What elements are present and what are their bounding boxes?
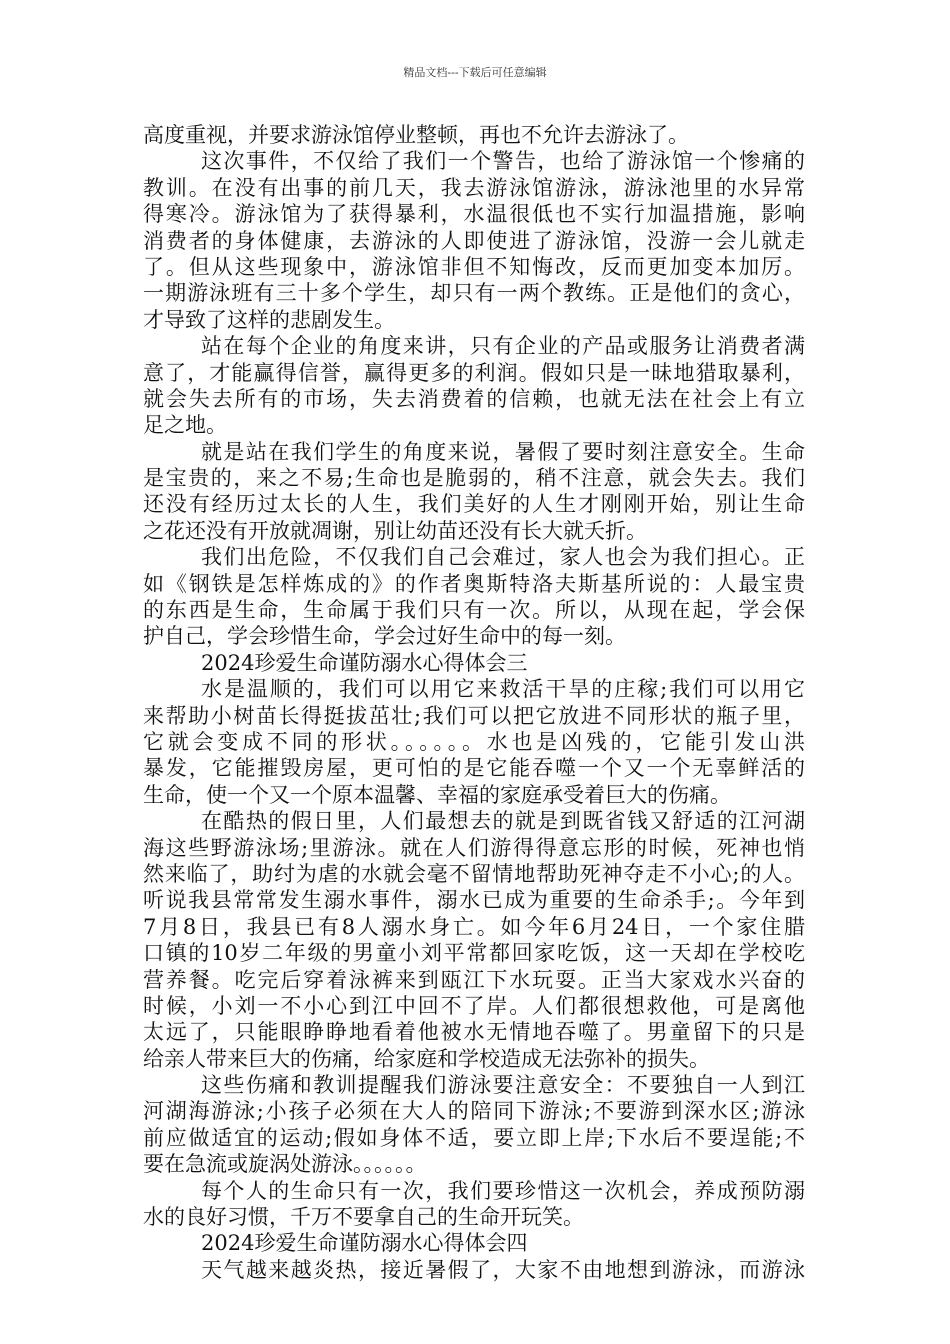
text-line: 它就会变成不同的形状。。。。。。水也是凶残的，它能引发山洪 — [143, 729, 805, 754]
text-line: 每个人的生命只有一次，我们要珍惜这一次机会，养成预防溺 — [201, 1178, 805, 1203]
text-line: 来帮助小树苗长得挺拔茁壮;我们可以把它放进不同形状的瓶子里， — [143, 703, 805, 728]
text-line: 要在急流或旋涡处游泳。。。。。。 — [143, 1152, 427, 1177]
text-line: 给亲人带来巨大的伤痛，给家庭和学校造成无法弥补的损失。 — [143, 1046, 710, 1071]
text-line: 消费者的身体健康，去游泳的人即使进了游泳馆，没游一会儿就走 — [143, 228, 805, 253]
text-line: 口镇的10岁二年级的男童小刘平常都回家吃饭，这一天却在学校吃 — [143, 941, 805, 966]
text-line: 足之地。 — [143, 413, 227, 438]
text-line: 听说我县常常发生溺水事件，溺水已成为重要的生命杀手;。今年到 — [143, 888, 805, 913]
text-line: 站在每个企业的角度来讲，只有企业的产品或服务让消费者满 — [201, 334, 805, 359]
text-line: 是宝贵的，来之不易;生命也是脆弱的，稍不注意，就会失去。我们 — [143, 466, 805, 491]
text-line: 时候，小刘一不小心到江中回不了岸。人们都很想救他，可是离他 — [143, 993, 805, 1018]
text-line: 在酷热的假日里，人们最想去的就是到既省钱又舒适的江河湖 — [201, 809, 805, 834]
text-line: 暴发，它能摧毁房屋，更可怕的是它能吞噬一个又一个无辜鲜活的 — [143, 756, 805, 781]
document-body — [143, 122, 805, 1283]
text-line: 得寒冷。游泳馆为了获得暴利，水温很低也不实行加温措施，影响 — [143, 202, 805, 227]
text-line: 的东西是生命，生命属于我们只有一次。所以，从现在起，学会保 — [143, 598, 805, 623]
text-line: 就会失去所有的市场，失去消费着的信赖，也就无法在社会上有立 — [143, 386, 805, 411]
text-line: 生命，使一个又一个原本温馨、幸福的家庭承受着巨大的伤痛。 — [143, 782, 731, 807]
text-line: 如《钢铁是怎样炼成的》的作者奥斯特洛夫斯基所说的：人最宝贵 — [143, 571, 805, 596]
section-heading: 2024珍爱生命谨防溺水心得体会三 — [201, 650, 528, 675]
text-line: 天气越来越炎热，接近暑假了，大家不由地想到游泳，而游泳 — [201, 1257, 805, 1282]
text-line: 护自己，学会珍惜生命，学会过好生命中的每一刻。 — [143, 624, 626, 649]
text-line: 前应做适宜的运动;假如身体不适，要立即上岸;下水后不要逞能;不 — [143, 1125, 805, 1150]
text-line: 水的良好习惯，千万不要拿自己的生命开玩笑。 — [143, 1205, 584, 1230]
text-line: 水是温顺的，我们可以用它来救活干旱的庄稼;我们可以用它 — [201, 677, 805, 702]
text-line: 才导致了这样的悲剧发生。 — [143, 307, 395, 332]
text-line: 就是站在我们学生的角度来说，暑假了要时刻注意安全。生命 — [201, 439, 805, 464]
text-line: 之花还没有开放就凋谢，别让幼苗还没有长大就夭折。 — [143, 518, 647, 543]
text-line: 意了，才能赢得信誉，赢得更多的利润。假如只是一昧地猎取暴利， — [143, 360, 805, 385]
text-line: 太远了，只能眼睁睁地看着他被水无情地吞噬了。男童留下的只是 — [143, 1020, 805, 1045]
text-line: 河湖海游泳;小孩子必须在大人的陪同下游泳;不要游到深水区;游泳 — [143, 1099, 805, 1124]
text-line: 海这些野游泳场;里游泳。就在人们游得得意忘形的时候，死神也悄 — [143, 835, 805, 860]
text-line: 7月8日，我县已有8人溺水身亡。如今年6月24日，一个家住腊 — [143, 914, 805, 939]
text-line: 营养餐。吃完后穿着泳裤来到瓯江下水玩耍。正当大家戏水兴奋的 — [143, 967, 805, 992]
text-line: 这些伤痛和教训提醒我们游泳要注意安全：不要独自一人到江 — [201, 1073, 805, 1098]
text-line: 教训。在没有出事的前几天，我去游泳馆游泳，游泳池里的水异常 — [143, 175, 805, 200]
page-header: 精品文档---下载后可任意编辑 — [403, 66, 547, 79]
text-line: 我们出危险，不仅我们自己会难过，家人也会为我们担心。正 — [201, 545, 805, 570]
text-line: 这次事件，不仅给了我们一个警告，也给了游泳馆一个惨痛的 — [201, 149, 805, 174]
text-line: 一期游泳班有三十多个学生，却只有一两个教练。正是他们的贪心， — [143, 281, 805, 306]
text-line: 了。但从这些现象中，游泳馆非但不知悔改，反而更加变本加厉。 — [143, 254, 805, 279]
text-line: 还没有经历过太长的人生，我们美好的人生才刚刚开始，别让生命 — [143, 492, 805, 517]
text-line: 高度重视，并要求游泳馆停业整顿，再也不允许去游泳了。 — [143, 123, 689, 147]
section-heading: 2024珍爱生命谨防溺水心得体会四 — [201, 1231, 528, 1256]
text-line: 然来临了，助纣为虐的水就会毫不留情地帮助死神夺走不小心;的人。 — [143, 861, 805, 886]
